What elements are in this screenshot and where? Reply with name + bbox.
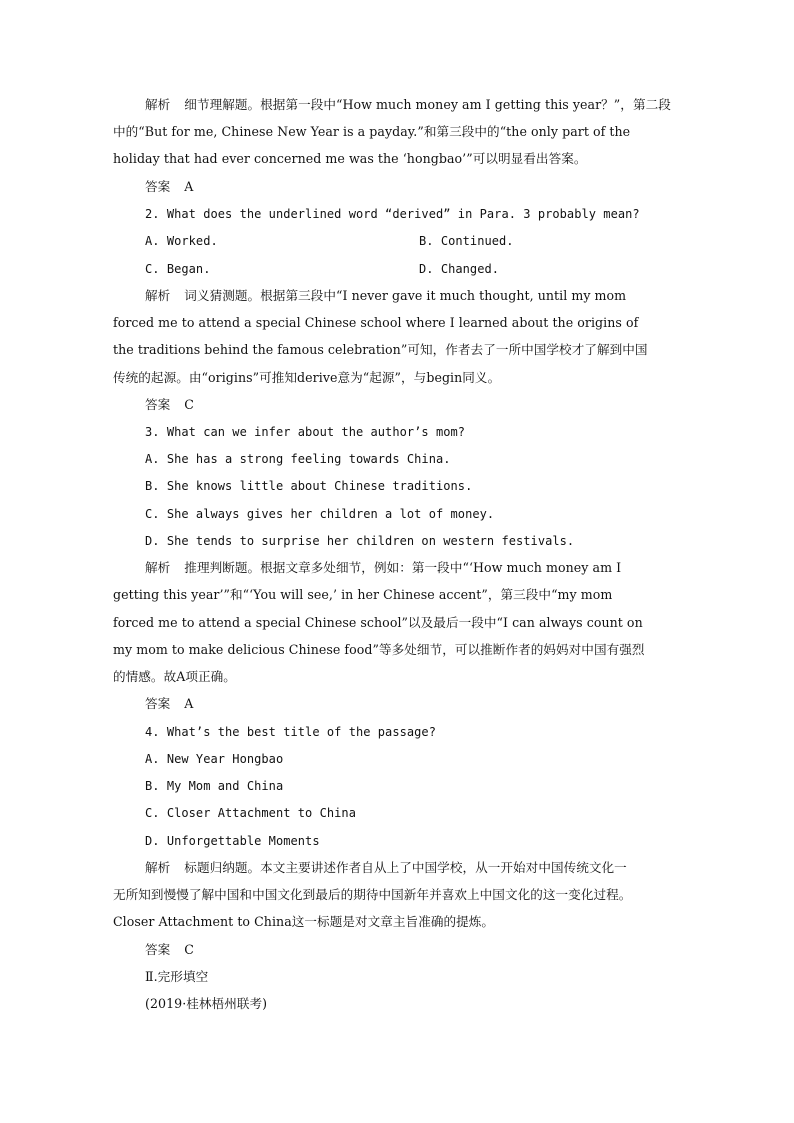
- q4-analysis-line-3: Closer Attachment to China这一标题是对文章主旨准确的提炼。: [113, 914, 495, 929]
- q2-option-d: D. Changed.: [419, 262, 500, 276]
- q4-option-d: D. Unforgettable Moments: [145, 834, 320, 848]
- q2-analysis-line-1: 解析 词义猜测题。根据第三段中“I never gave it much thought, until my mom: [145, 288, 627, 303]
- section-heading: Ⅱ.完形填空: [145, 969, 209, 984]
- q2-option-b: B. Continued.: [419, 234, 514, 248]
- q4-analysis-line-2: 无所知到慢慢了解中国和中国文化到最后的期待中国新年并喜欢上中国文化的这一变化过程。: [113, 887, 632, 902]
- q4-analysis-label: 解析: [145, 860, 171, 875]
- q3-analysis-line-5: 的情感。故A项正确。: [113, 669, 236, 684]
- q3-answer: 答案 A: [145, 696, 194, 711]
- q3-option-c: C. She always gives her children a lot of money.: [145, 507, 495, 521]
- q3-analysis-line-4: my mom to make delicious Chinese food”等多处细节，可以推断作者的妈妈对中国有强烈: [113, 642, 645, 657]
- q2-analysis-line-3: the traditions behind the famous celebration”可知，作者去了一所中国学校才了解到中国: [113, 342, 648, 357]
- q1-analysis-line-3: holiday that had ever concerned me was the ‘hongbao’”可以明显看出答案。: [113, 151, 587, 166]
- q3-analysis-label: 解析: [145, 560, 171, 575]
- q2-option-a: A. Worked.: [145, 234, 218, 248]
- q4-question: 4. What’s the best title of the passage?: [145, 725, 436, 739]
- q2-analysis-label: 解析: [145, 288, 171, 303]
- q3-analysis-line-2: getting this year’”和“‘You will see,’ in her Chinese accent”，第三段中“my mom: [113, 587, 613, 602]
- q2-question: 2. What does the underlined word “derived” in Para. 3 probably mean?: [145, 207, 640, 221]
- q4-option-b: B. My Mom and China: [145, 779, 284, 793]
- q1-analysis-line-2: 中的“But for me, Chinese New Year is a payday.”和第三段中的“the only part of the: [113, 124, 631, 139]
- section-source: (2019·桂林梧州联考): [145, 996, 268, 1011]
- q4-option-c: C. Closer Attachment to China: [145, 806, 356, 820]
- q2-analysis-line-2: forced me to attend a special Chinese school where I learned about the origins of: [113, 315, 639, 330]
- q1-analysis-label: 解析: [145, 97, 171, 112]
- q4-analysis-line-1: 解析 标题归纳题。本文主要讲述作者自从上了中国学校，从一开始对中国传统文化一: [145, 860, 627, 875]
- q1-answer: 答案 A: [145, 179, 194, 194]
- q3-analysis-line-1: 解析 推理判断题。根据文章多处细节，例如：第一段中“‘How much money am I: [145, 560, 622, 575]
- q2-analysis-line-4: 传统的起源。由“origins”可推知derive意为“起源”，与begin同义。: [113, 370, 501, 385]
- q4-option-a: A. New Year Hongbao: [145, 752, 284, 766]
- q4-answer: 答案 C: [145, 942, 194, 957]
- q3-analysis-line-3: forced me to attend a special Chinese school”以及最后一段中“I can always count on: [113, 615, 643, 630]
- q3-option-d: D. She tends to surprise her children on western festivals.: [145, 534, 575, 548]
- q2-answer: 答案 C: [145, 397, 194, 412]
- q3-question: 3. What can we infer about the author’s mom?: [145, 425, 466, 439]
- q3-option-b: B. She knows little about Chinese traditions.: [145, 479, 473, 493]
- q3-option-a: A. She has a strong feeling towards China.: [145, 452, 451, 466]
- q1-analysis-line-1: 解析 细节理解题。根据第一段中“How much money am I getting this year？”，第二段: [145, 97, 671, 112]
- q2-option-c: C. Began.: [145, 262, 211, 276]
